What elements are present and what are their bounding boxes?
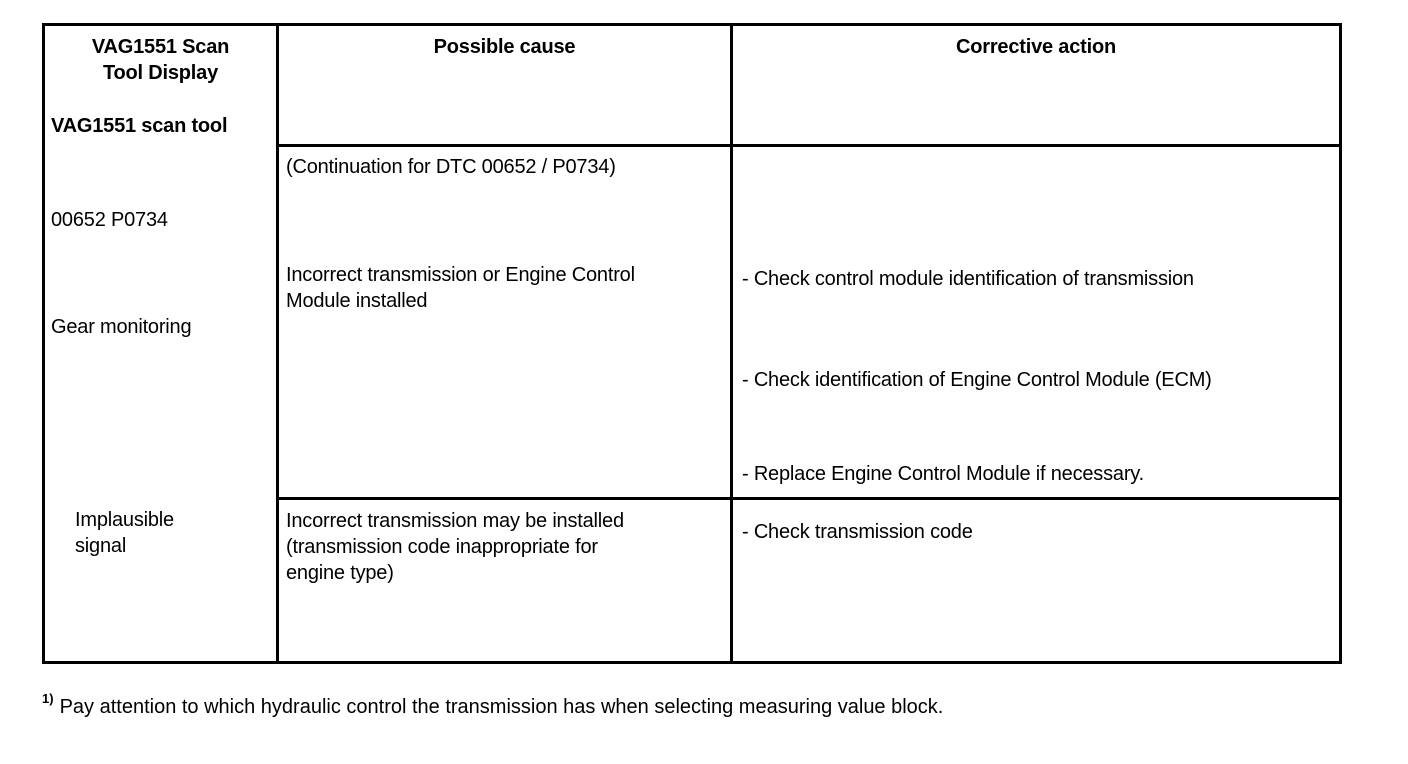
footnote-marker: 1) (42, 691, 54, 706)
footnote (42, 691, 944, 720)
column-divider-2 (730, 23, 733, 664)
header-possible-cause: Possible cause (433, 36, 576, 58)
header-divider (276, 144, 1342, 147)
header-scan-tool-label: VAG1551 scan tool (51, 115, 228, 137)
action-1-check-ecm-id: - Check identification of Engine Control Module (ECM) (742, 369, 1212, 391)
column-divider-1 (276, 23, 279, 664)
header-display-line2: Tool Display (102, 62, 219, 84)
cause-1-line2: Module installed (286, 290, 428, 312)
cause-2-line1: Incorrect transmission may be installed (286, 510, 624, 532)
dtc-code: 00652 P0734 (51, 209, 168, 231)
component-name: Gear monitoring (51, 316, 192, 338)
cause-1-line1: Incorrect transmission or Engine Control (286, 264, 635, 286)
footnote-text: Pay attention to which hydraulic control the transmission has when selecting measuring value block. (59, 696, 944, 718)
action-1-replace-ecm: - Replace Engine Control Module if necessary. (742, 463, 1144, 485)
cause-continuation: (Continuation for DTC 00652 / P0734) (286, 156, 616, 178)
action-2-check-transmission-code: - Check transmission code (742, 521, 973, 543)
header-corrective-action: Corrective action (956, 36, 1116, 58)
action-1-check-transmission-id: - Check control module identification of transmission (742, 268, 1194, 290)
cause-2-line3: engine type) (286, 562, 394, 584)
fault-type-line1: Implausible (75, 509, 174, 531)
table-frame (42, 23, 1342, 664)
fault-type-line2: signal (75, 535, 127, 557)
header-display-line1: VAG1551 Scan (91, 36, 230, 58)
cause-2-line2: (transmission code inappropriate for (286, 536, 598, 558)
row-divider (276, 497, 1342, 500)
